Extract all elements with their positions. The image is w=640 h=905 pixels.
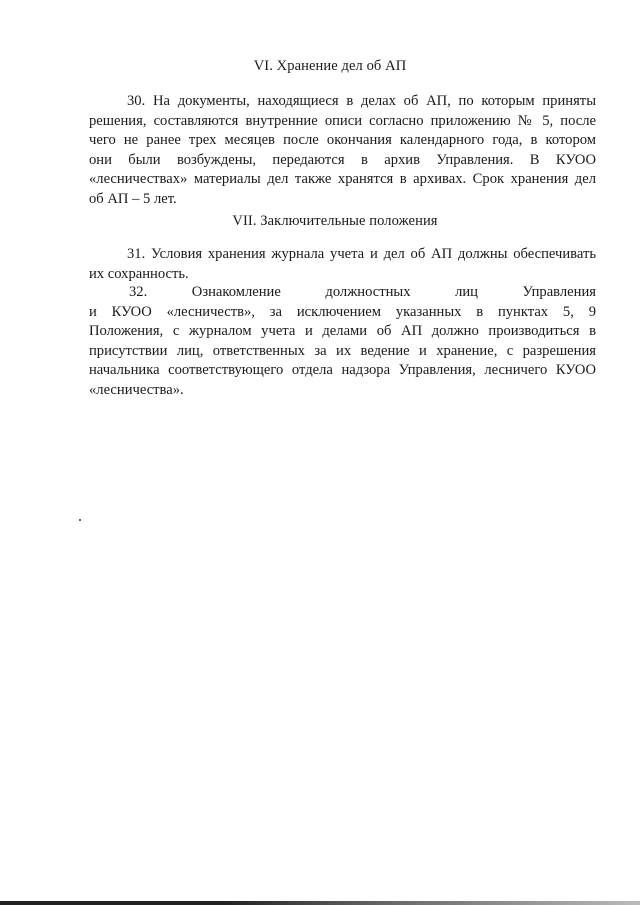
paragraph-line: об АП – 5 лет.: [89, 190, 177, 207]
word: исключением: [296, 303, 381, 320]
scan-bottom-edge: [0, 901, 640, 905]
word: за: [269, 303, 283, 320]
paragraph-31: [89, 245, 596, 284]
word: лиц: [455, 284, 478, 300]
word: 32.: [129, 284, 148, 300]
word: «лесничеств»,: [166, 303, 255, 320]
word: 5,: [562, 303, 574, 320]
paragraph-line: решения, составляются внутренние описи согласно приложению № 5, после: [89, 112, 596, 129]
paragraph-line: чего не ранее трех месяцев после окончания календарного года, в котором: [89, 132, 596, 148]
section-heading-vii: VII. Заключительные положения: [232, 213, 438, 229]
scan-speck: [79, 519, 81, 521]
word: и: [89, 303, 97, 320]
word: пунктах: [497, 303, 549, 320]
paragraph-line: их сохранность.: [89, 265, 189, 282]
paragraph-line: присутствии лиц, ответственных за их ведение и хранение, с разрешения: [89, 342, 596, 359]
paragraph-line: «лесничествах» материалы дел также хранятся в архивах. Срок хранения дел: [89, 171, 596, 187]
word: в: [476, 303, 484, 320]
paragraph-line: «лесничества».: [89, 381, 184, 398]
section-heading-vi: VI. Хранение дел об АП: [253, 58, 407, 74]
word: Управления: [522, 284, 596, 300]
word: должностных: [325, 284, 411, 300]
paragraph-32: [89, 283, 596, 400]
word: КУОО: [111, 303, 152, 320]
paragraph-line: 31. Условия хранения журнала учета и дел об АП должны обеспечивать: [127, 246, 596, 262]
paragraph-line: [89, 283, 596, 303]
paragraph-30: [89, 92, 596, 209]
paragraph-line: [89, 303, 596, 323]
paragraph-line: Положения, с журналом учета и делами об АП должно производиться в: [89, 323, 596, 339]
word: Ознакомление: [191, 284, 281, 300]
word: 9: [588, 303, 596, 320]
paragraph-line: 30. На документы, находящиеся в делах об АП, по которым приняты: [127, 93, 596, 109]
paragraph-line: они были возбуждены, передаются в архив Управления. В КУОО: [89, 151, 596, 168]
word: указанных: [395, 303, 462, 320]
paragraph-line: начальника соответствующего отдела надзора Управления, лесничего КУОО: [89, 362, 596, 378]
